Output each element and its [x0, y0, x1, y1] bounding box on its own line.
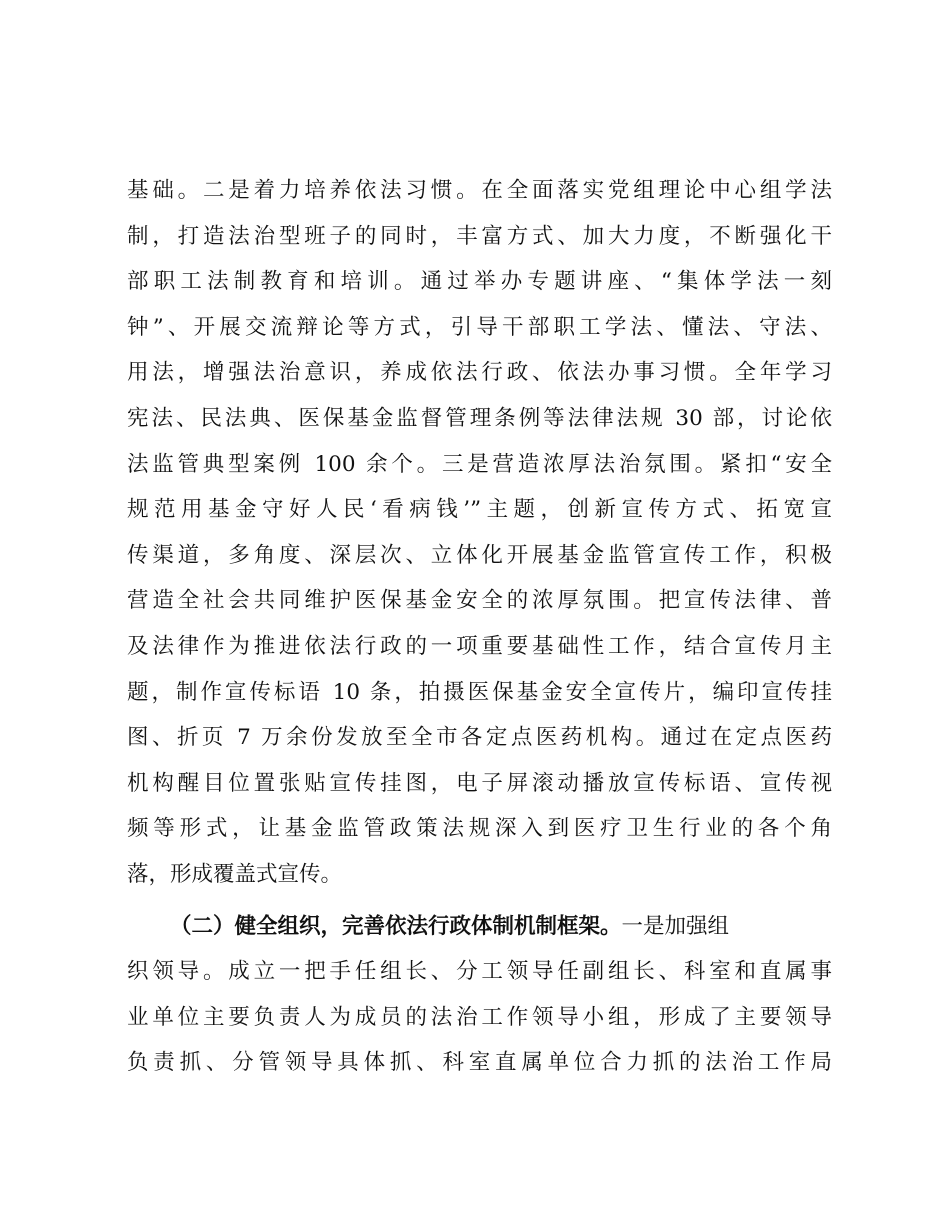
text-line: 规范用基金守好人民‘看病钱’”主题，创新宣传方式、拓宽宣 [127, 497, 832, 523]
text-line: 业单位主要负责人为成员的法治工作领导小组，形成了主要领导 [127, 1004, 832, 1030]
text-line: 织领导。成立一把手任组长、分工领导任副组长、科室和直属事 [127, 959, 832, 985]
text-line: 机构醒目位置张贴宣传挂图，电子屏滚动播放宣传标语、宣传视 [127, 770, 832, 796]
text-line: 题，制作宣传标语 10 条，拍摄医保基金安全宣传片，编印宣传挂 [127, 679, 832, 705]
text-run: 一是加强组 [621, 913, 730, 939]
text-line: 及法律作为推进依法行政的一项重要基础性工作，结合宣传月主 [127, 633, 832, 659]
text-line: 频等形式，让基金监管政策法规深入到医疗卫生行业的各个角 [127, 816, 832, 842]
text-line: 宪法、民法典、医保基金监督管理条例等法律法规 30 部，讨论依 [127, 405, 832, 431]
section-heading: （二）健全组织，完善依法行政体制机制框架。 [170, 913, 622, 939]
text-line: 营造全社会共同维护医保基金安全的浓厚氛围。把宣传法律、普 [127, 588, 832, 614]
text-line: 基础。二是着力培养依法习惯。在全面落实党组理论中心组学法 [127, 178, 832, 203]
text-line: 部职工法制教育和培训。通过举办专题讲座、“集体学法一刻 [127, 269, 832, 295]
text-line: 用法，增强法治意识，养成依法行政、依法办事习惯。全年学习 [127, 360, 832, 386]
text-line: 负责抓、分管领导具体抓、科室直属单位合力抓的法治工作局 [127, 1050, 832, 1076]
text-line: 落，形成覆盖式宣传。 [127, 861, 343, 887]
text-line: 钟”、开展交流辩论等方式，引导干部职工学法、懂法、守法、 [127, 314, 832, 340]
text-line: 传渠道，多角度、深层次、立体化开展基金监管宣传工作，积极 [127, 542, 832, 568]
text-line: 制，打造法治型班子的同时，丰富方式、加大力度，不断强化干 [127, 223, 832, 249]
text-line: 法监管典型案例 100 余个。三是营造浓厚法治氛围。紧扣“安全 [127, 451, 832, 477]
body-text [127, 168, 832, 1086]
text-line: 图、折页 7 万余份发放至全市各定点医药机构。通过在定点医药 [127, 725, 832, 751]
section-heading-line [127, 904, 832, 950]
